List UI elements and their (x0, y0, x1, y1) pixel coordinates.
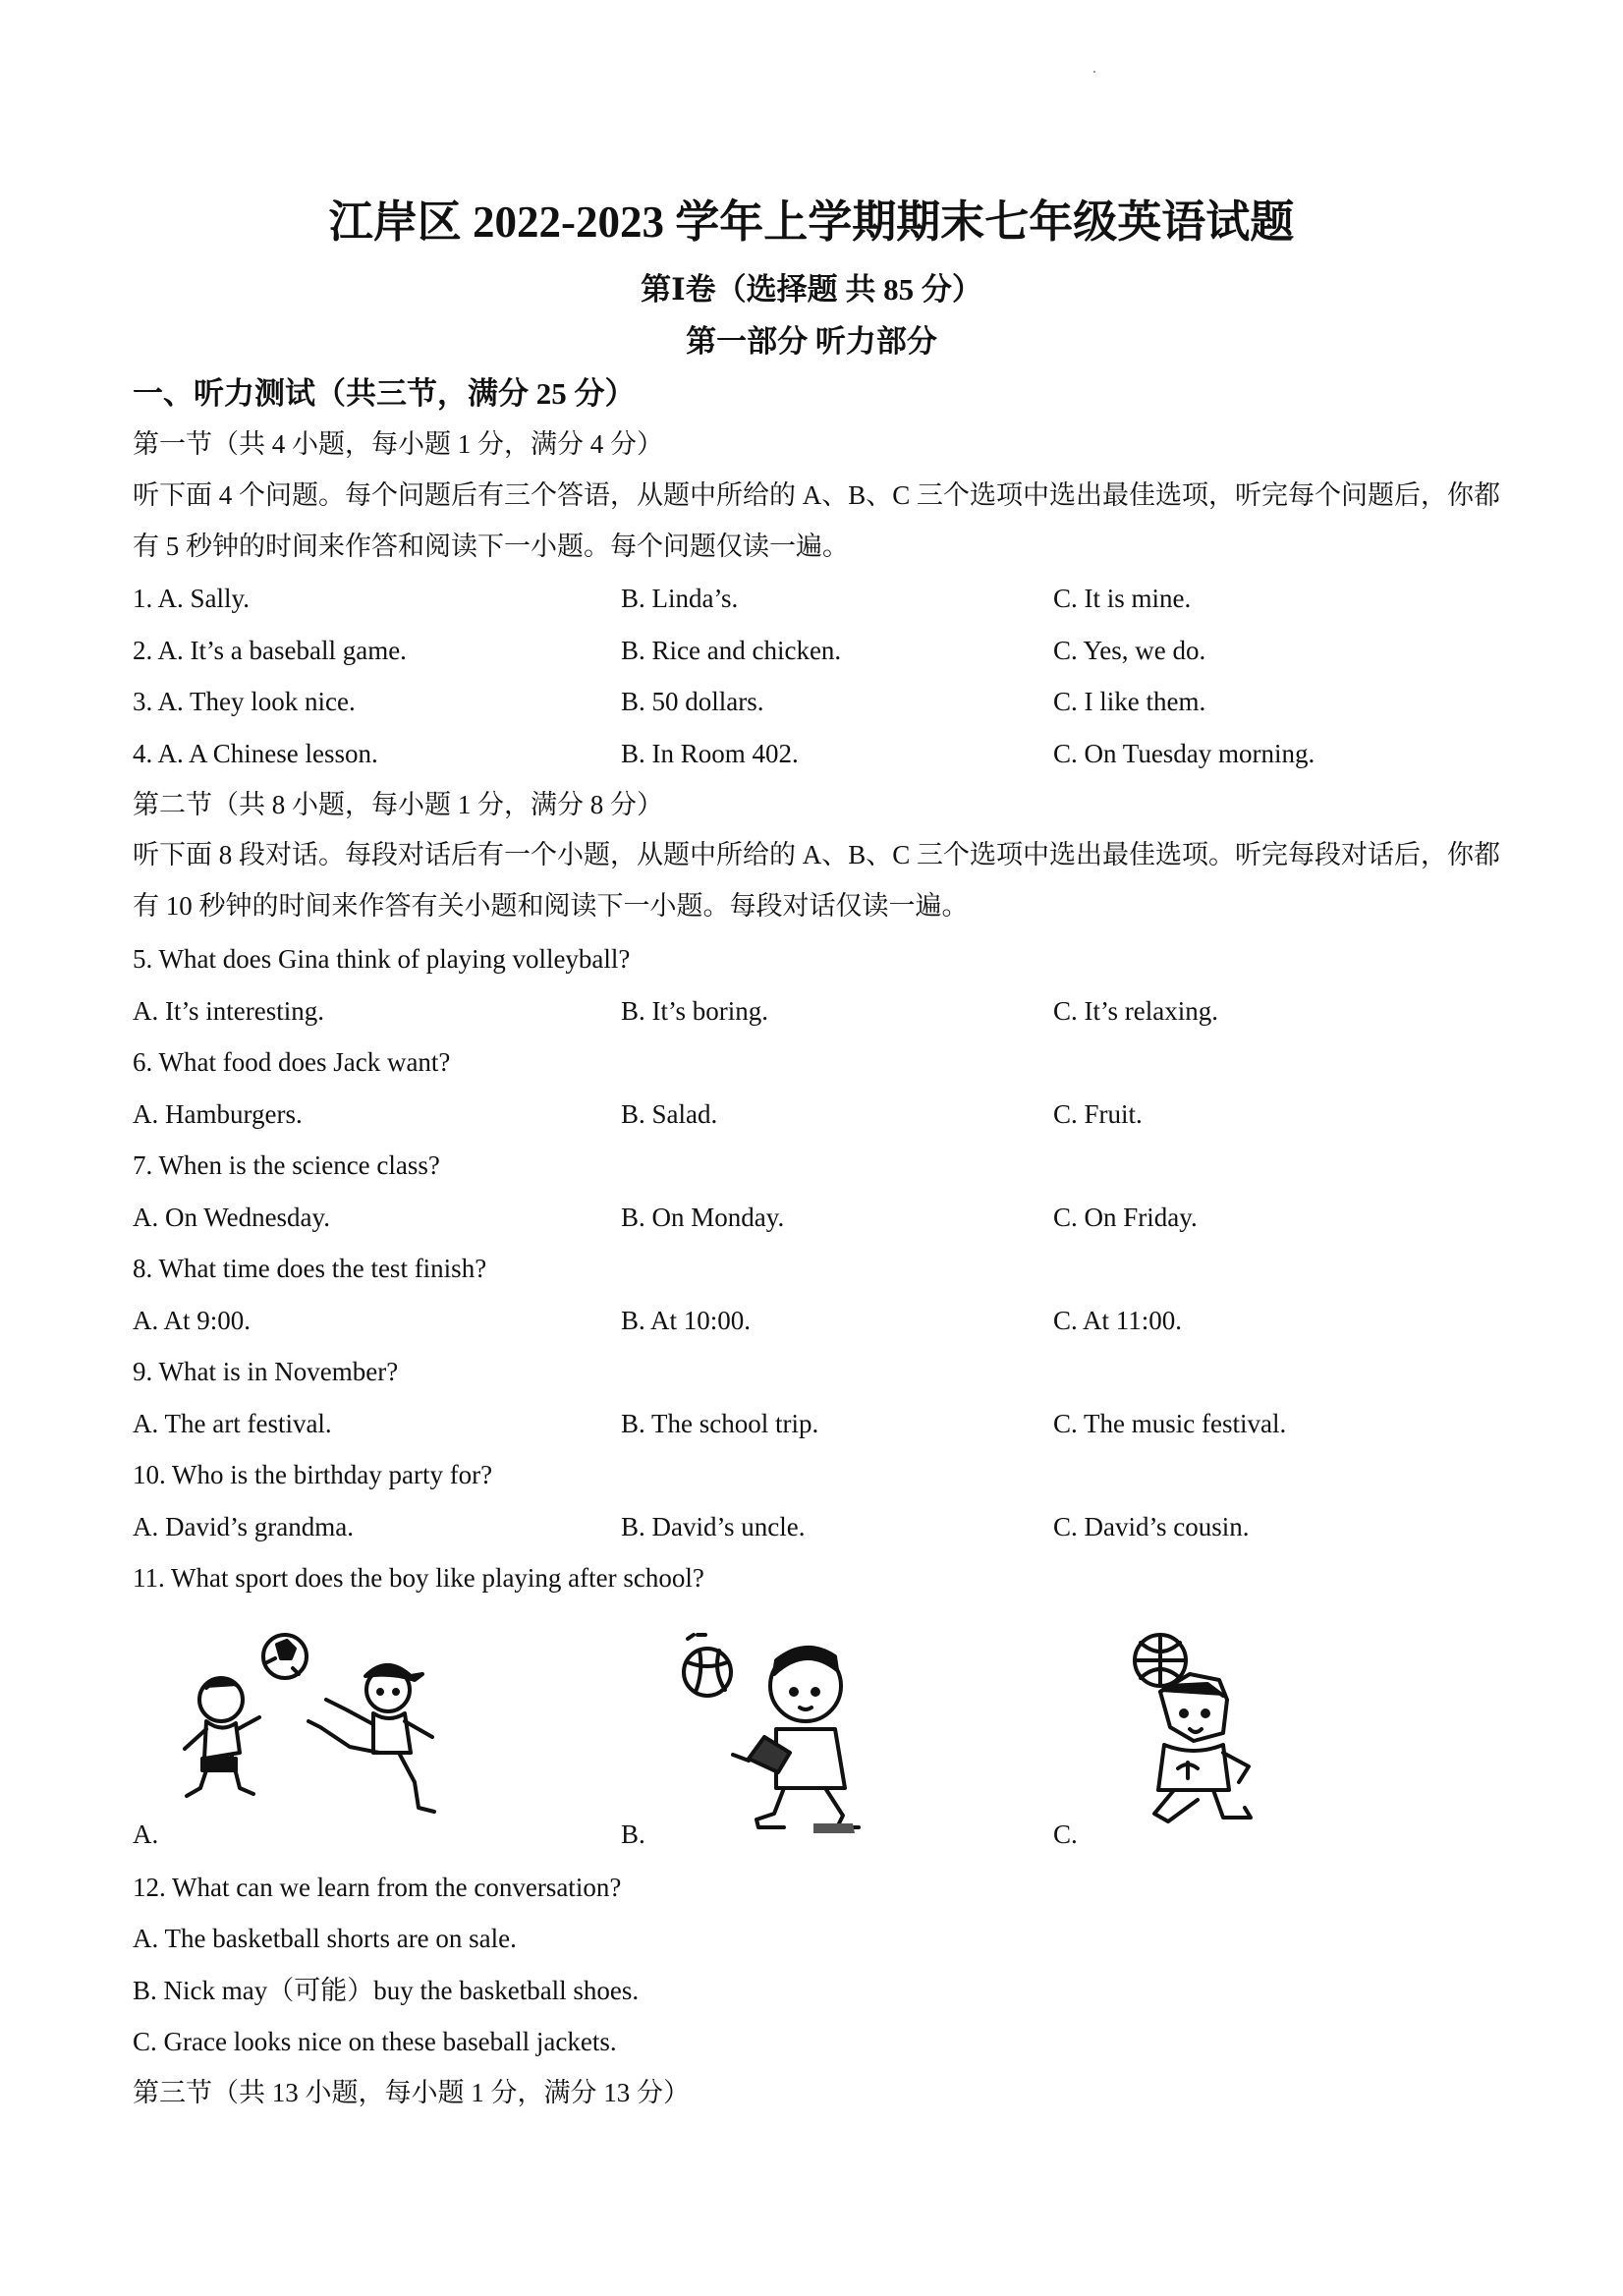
q3-option-c: C. I like them. (1053, 687, 1206, 716)
part2-instructions: 听下面 8 段对话。每段对话后有一个小题，从题中所给的 A、B、C 三个选项中选出最佳选项。听完每段对话后，你都有 10 秒钟的时间来作答有关小题和阅读下一小题。每段对话仅读一遍。 (133, 840, 1501, 921)
q8-question: 8. What time does the test finish? (133, 1254, 487, 1283)
q5-option-c: C. It’s relaxing. (1053, 996, 1218, 1026)
basketball-player-icon (1095, 1631, 1282, 1827)
q11-option-a: A. (133, 1820, 159, 1849)
q2-option-c: C. Yes, we do. (1053, 636, 1206, 665)
q10-question: 10. Who is the birthday party for? (133, 1460, 493, 1489)
q1-option-a: 1. A. Sally. (133, 584, 251, 613)
q9-question: 9. What is in November? (133, 1357, 399, 1386)
q4-option-a: 4. A. A Chinese lesson. (133, 739, 378, 768)
q12-option-b: B. Nick may（可能）buy the basketball shoes. (133, 1976, 640, 2005)
exam-title: 江岸区 2022-2023 学年上学期期末七年级英语试题 (328, 197, 1295, 247)
q6-option-c: C. Fruit. (1053, 1099, 1143, 1129)
q10-option-a: A. David’s grandma. (133, 1512, 354, 1541)
q6-option-b: B. Salad. (621, 1099, 718, 1129)
q8-option-c: C. At 11:00. (1053, 1306, 1183, 1335)
part2-heading: 第二节（共 8 小题，每小题 1 分，满分 8 分） (133, 790, 663, 819)
q2-option-a: 2. A. It’s a baseball game. (133, 636, 407, 665)
q12-option-c: C. Grace looks nice on these baseball jackets. (133, 2027, 617, 2056)
q5-option-a: A. It’s interesting. (133, 996, 324, 1026)
q6-option-a: A. Hamburgers. (133, 1099, 303, 1129)
q9-option-b: B. The school trip. (621, 1409, 819, 1438)
q10-option-b: B. David’s uncle. (621, 1512, 806, 1541)
q3-option-b: B. 50 dollars. (621, 687, 764, 716)
soccer-players-icon (177, 1631, 481, 1827)
q8-option-b: B. At 10:00. (621, 1306, 752, 1335)
scan-speck (1093, 71, 1095, 73)
q3-option-a: 3. A. They look nice. (133, 687, 356, 716)
q8-option-a: A. At 9:00. (133, 1306, 252, 1335)
volume-heading: 第Ⅰ卷（选择题 共 85 分） (641, 272, 982, 307)
q7-option-c: C. On Friday. (1053, 1203, 1198, 1232)
q1-option-c: C. It is mine. (1053, 584, 1192, 613)
q7-question: 7. When is the science class? (133, 1150, 440, 1180)
part-heading: 第一部分 听力部分 (686, 324, 937, 359)
volleyball-player-icon (668, 1631, 904, 1837)
q12-option-a: A. The basketball shorts are on sale. (133, 1924, 517, 1953)
q1-option-b: B. Linda’s. (621, 584, 739, 613)
q7-option-a: A. On Wednesday. (133, 1203, 331, 1232)
q9-option-a: A. The art festival. (133, 1409, 332, 1438)
q11-option-b: B. (621, 1820, 645, 1849)
q5-question: 5. What does Gina think of playing volleyball? (133, 944, 631, 974)
q5-option-b: B. It’s boring. (621, 996, 769, 1026)
q7-option-b: B. On Monday. (621, 1203, 785, 1232)
q10-option-c: C. David’s cousin. (1053, 1512, 1250, 1541)
part1-heading: 第一节（共 4 小题，每小题 1 分，满分 4 分） (133, 429, 663, 459)
q11-question: 11. What sport does the boy like playing after school? (133, 1563, 704, 1593)
q6-question: 6. What food does Jack want? (133, 1047, 451, 1077)
q2-option-b: B. Rice and chicken. (621, 636, 842, 665)
part1-instructions: 听下面 4 个问题。每个问题后有三个答语，从题中所给的 A、B、C 三个选项中选出最佳选项，听完每个问题后，你都有 5 秒钟的时间来作答和阅读下一小题。每个问题仅读一遍。 (133, 480, 1501, 561)
q12-question: 12. What can we learn from the conversation? (133, 1873, 622, 1902)
q4-option-b: B. In Room 402. (621, 739, 799, 768)
q9-option-c: C. The music festival. (1053, 1409, 1287, 1438)
part3-heading: 第三节（共 13 小题，每小题 1 分，满分 13 分） (133, 2078, 690, 2107)
q11-option-c: C. (1053, 1820, 1078, 1849)
section-heading: 一、听力测试（共三节，满分 25 分） (133, 376, 636, 411)
q4-option-c: C. On Tuesday morning. (1053, 739, 1315, 768)
